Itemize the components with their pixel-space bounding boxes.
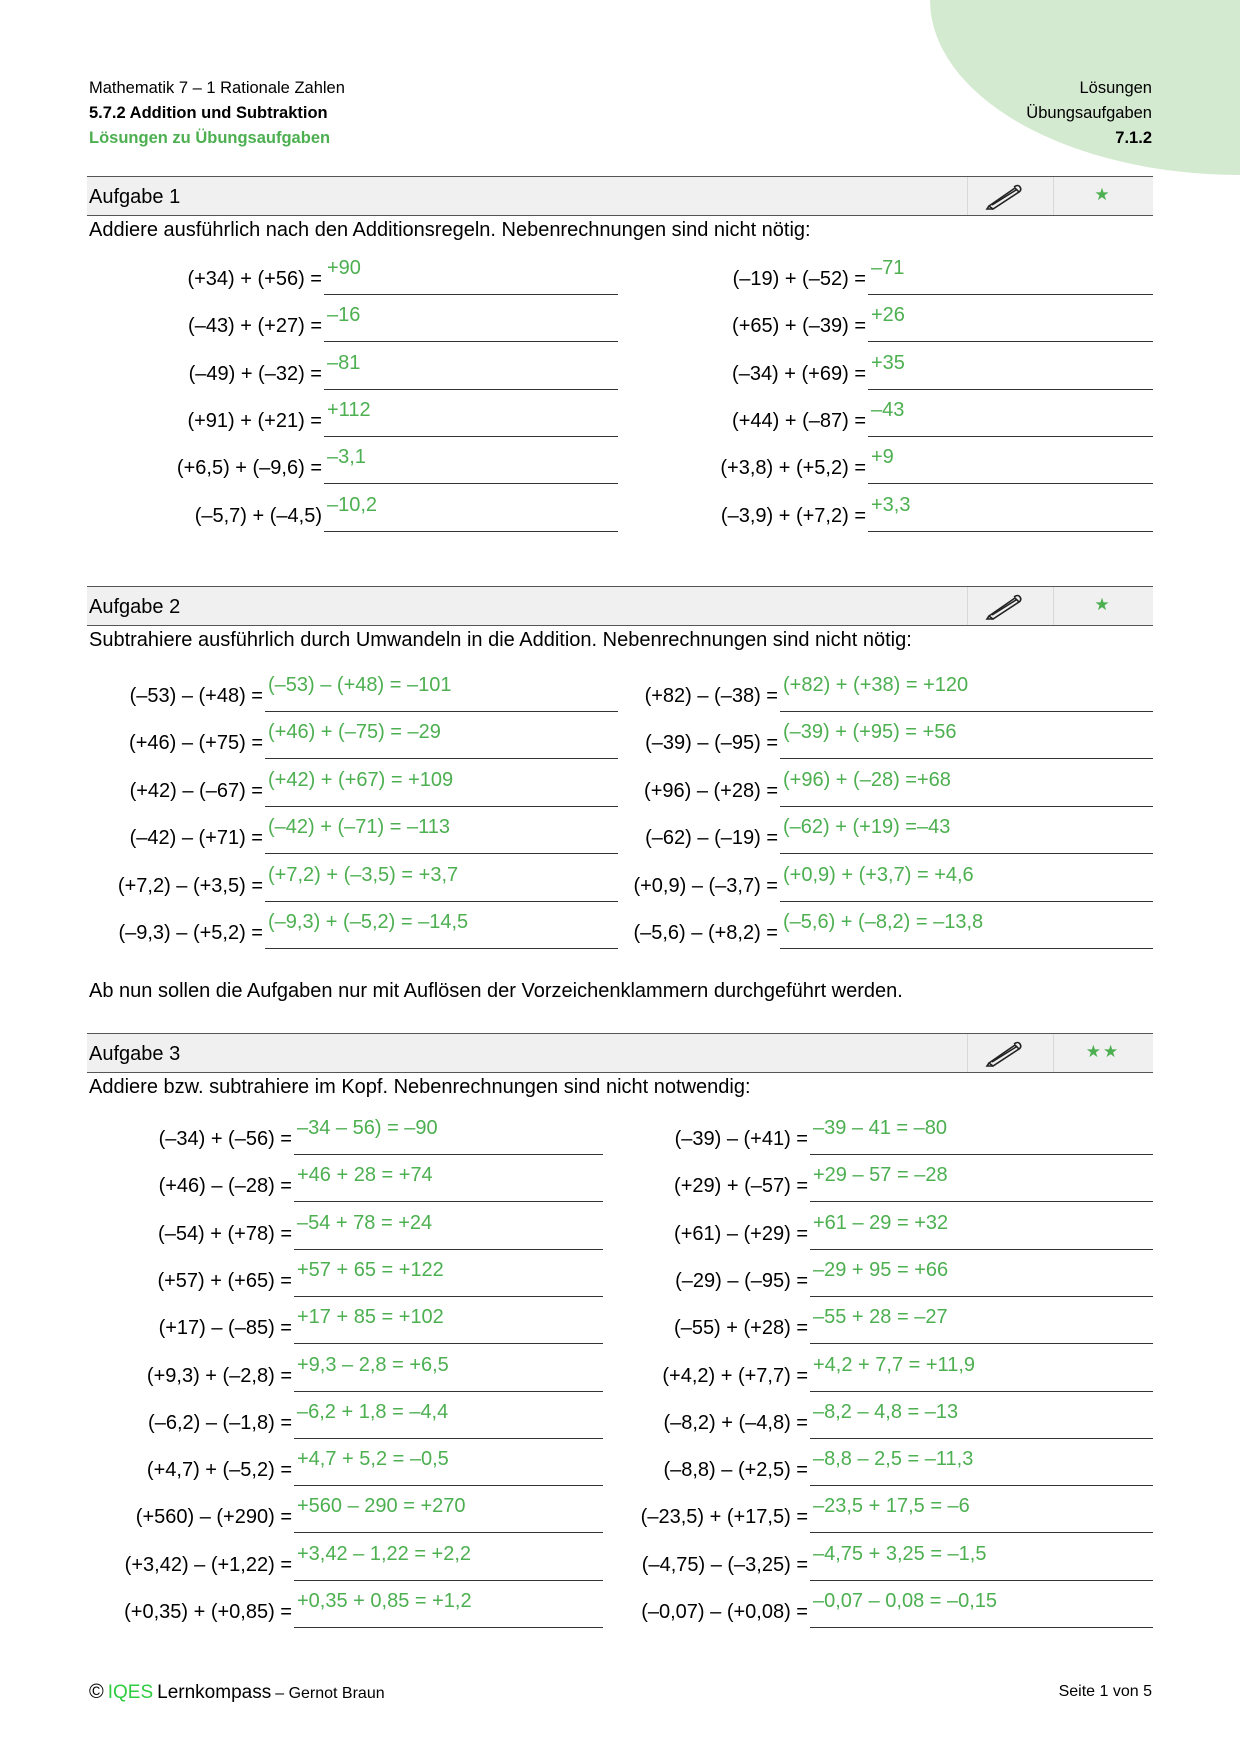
- equation-problem: (+96) – (+28) =: [644, 779, 778, 802]
- equation-problem: (–8,8) – (+2,5) =: [663, 1459, 808, 1482]
- equation-row: [129, 719, 618, 759]
- equation-problem: (+65) + (–39) =: [732, 315, 866, 338]
- equation-row: [641, 1588, 1153, 1628]
- equation-problem: (–34) + (–56) =: [158, 1128, 292, 1150]
- equation-problem: (–8,2) + (–4,8) =: [663, 1411, 808, 1434]
- answer-text: –0,07 – 0,08 = –0,15: [813, 1590, 998, 1612]
- answer-field[interactable]: [265, 814, 618, 854]
- answer-text: +4,2 + 7,7 = +11,9: [813, 1353, 975, 1376]
- answer-text: (+7,2) + (–3,5) = +3,7: [268, 863, 459, 886]
- equation-problem: (+3,42) – (+1,22) =: [124, 1553, 292, 1576]
- equation-row: [644, 672, 1153, 712]
- answer-field[interactable]: [294, 1588, 603, 1628]
- equation-problem: (–4,75) – (–3,25) =: [641, 1553, 808, 1576]
- answer-text: (+0,9) + (+3,7) = +4,6: [783, 863, 974, 886]
- equation-row: [124, 1541, 603, 1581]
- equation-row: [720, 444, 1153, 484]
- answer-text: (–9,3) + (–5,2) = –14,5: [268, 911, 469, 933]
- equation-problem: (+560) – (+290) =: [135, 1506, 292, 1529]
- answer-field[interactable]: [868, 397, 1153, 437]
- answer-text: –81: [327, 351, 361, 374]
- equation-problem: (–0,07) – (+0,08) =: [641, 1601, 808, 1623]
- answer-text: +26: [871, 304, 905, 327]
- answer-field[interactable]: [810, 1115, 1153, 1155]
- answer-text: –55 + 28 = –27: [813, 1306, 948, 1329]
- answer-text: –8,2 – 4,8 = –13: [813, 1400, 959, 1423]
- answer-text: (+96) + (–28) =+68: [783, 768, 951, 791]
- answer-text: –6,2 + 1,8 = –4,4: [297, 1400, 449, 1423]
- equation-problem: (+0,35) + (+0,85) =: [124, 1601, 292, 1623]
- equation-row: [124, 1588, 603, 1628]
- answer-field[interactable]: [810, 1493, 1153, 1533]
- equation-row: [118, 909, 618, 949]
- equation-problem: (+46) – (–28) =: [158, 1175, 292, 1198]
- equation-problem: (+91) + (+21) =: [187, 409, 322, 432]
- author: – Gernot Braun: [275, 1685, 385, 1702]
- equation-row: [720, 492, 1153, 532]
- equation-problem: (+57) + (+65) =: [157, 1269, 292, 1292]
- equation-problem: (–19) + (–52) =: [732, 268, 866, 290]
- answer-text: –3,1: [327, 446, 366, 469]
- difficulty-stars: ★★: [1085, 1042, 1121, 1061]
- answer-field[interactable]: [324, 492, 618, 532]
- answer-text: +29 – 57 = –28: [813, 1164, 948, 1187]
- equation-row: [188, 302, 618, 342]
- answer-text: +3,42 – 1,22 = +2,2: [297, 1542, 472, 1565]
- task-title: Aufgabe 3: [89, 1043, 181, 1065]
- equation-row: [187, 255, 618, 295]
- equation-row: [732, 397, 1153, 437]
- equation-row: [633, 909, 1153, 949]
- answer-text: +61 – 29 = +32: [813, 1211, 949, 1234]
- equation-row: [640, 1493, 1153, 1533]
- answer-field[interactable]: [265, 719, 618, 759]
- equation-problem: (+17) – (–85) =: [158, 1317, 292, 1340]
- answer-field[interactable]: [294, 1115, 603, 1155]
- answer-field[interactable]: [294, 1210, 603, 1250]
- equation-row: [663, 1399, 1153, 1439]
- equation-row: [732, 302, 1153, 342]
- equation-row: [158, 1210, 603, 1250]
- answer-field[interactable]: [810, 1257, 1153, 1297]
- equation-problem: (+9,3) + (–2,8) =: [146, 1364, 292, 1387]
- answer-field[interactable]: [810, 1446, 1153, 1486]
- answer-field[interactable]: [265, 862, 618, 902]
- answer-text: (+42) + (+67) = +109: [268, 768, 454, 791]
- equation-row: [187, 397, 618, 437]
- answer-text: –23,5 + 17,5 = –6: [813, 1495, 970, 1518]
- equation-problem: (+42) – (–67) =: [129, 779, 263, 802]
- equation-problem: (+44) + (–87) =: [732, 409, 866, 432]
- task-instruction: Addiere ausführlich nach den Additionsregeln. Nebenrechnungen sind nicht nötig:: [89, 219, 811, 241]
- answer-text: (–39) + (+95) = +56: [783, 721, 957, 744]
- answer-text: +90: [327, 257, 361, 279]
- answer-field[interactable]: [810, 1210, 1153, 1250]
- answer-text: (+46) + (–75) = –29: [268, 721, 441, 744]
- answer-text: –39 – 41 = –80: [813, 1117, 948, 1139]
- answer-text: +35: [871, 351, 905, 374]
- answer-text: +9: [871, 446, 894, 469]
- equation-row: [663, 1446, 1153, 1486]
- answer-field[interactable]: [810, 1352, 1153, 1392]
- answer-field[interactable]: [294, 1399, 603, 1439]
- equation-row: [732, 255, 1153, 295]
- answer-field[interactable]: [780, 814, 1153, 854]
- answer-field[interactable]: [294, 1352, 603, 1392]
- task-instruction: Addiere bzw. subtrahiere im Kopf. Nebenrechnungen sind nicht notwendig:: [89, 1076, 751, 1098]
- equation-row: [675, 1257, 1153, 1297]
- answer-text: +3,3: [871, 493, 911, 516]
- equation-problem: (+82) – (–38) =: [644, 685, 778, 707]
- equation-row: [645, 814, 1153, 854]
- answer-text: –4,75 + 3,25 = –1,5: [813, 1542, 987, 1565]
- answer-text: +9,3 – 2,8 = +6,5: [297, 1353, 449, 1376]
- pencil-icon: [985, 592, 1023, 620]
- answer-field[interactable]: [265, 909, 618, 949]
- answer-field[interactable]: [324, 302, 618, 342]
- equation-row: [129, 767, 618, 807]
- difficulty-stars: ★: [1094, 595, 1112, 614]
- equation-problem: (+29) + (–57) =: [674, 1175, 808, 1198]
- answer-text: (–62) + (+19) =–43: [783, 816, 951, 839]
- answer-field[interactable]: [294, 1446, 603, 1486]
- answer-field[interactable]: [294, 1541, 603, 1581]
- equation-problem: (+3,8) + (+5,2) =: [720, 457, 866, 480]
- answer-field[interactable]: [780, 767, 1153, 807]
- equation-row: [732, 350, 1153, 390]
- document-type: [1026, 76, 1152, 151]
- document-header: [89, 76, 345, 151]
- equation-problem: (–49) + (–32) =: [188, 362, 322, 385]
- answer-field[interactable]: [265, 767, 618, 807]
- task-title: Aufgabe 1: [89, 186, 181, 208]
- equation-row: [188, 350, 618, 390]
- doc-number: 7.1.2: [1115, 129, 1152, 147]
- answer-field[interactable]: [810, 1588, 1153, 1628]
- answer-field[interactable]: [868, 302, 1153, 342]
- equation-problem: (–39) – (–95) =: [645, 732, 778, 755]
- answer-text: –29 + 95 = +66: [813, 1258, 949, 1281]
- equation-row: [644, 767, 1153, 807]
- equation-row: [117, 862, 618, 902]
- answer-text: (–53) – (+48) = –101: [268, 674, 452, 696]
- answer-text: (+82) + (+38) = +120: [783, 674, 969, 696]
- subject-line: Mathematik 7 – 1 Rationale Zahlen: [89, 79, 345, 97]
- equation-problem: (–5,7) + (–4,5): [194, 504, 322, 527]
- equation-row: [158, 1115, 603, 1155]
- equation-problem: (–23,5) + (+17,5) =: [640, 1506, 808, 1529]
- equation-row: [158, 1162, 603, 1202]
- equation-problem: (–53) – (+48) =: [129, 685, 263, 707]
- answer-text: –43: [871, 398, 905, 421]
- equation-row: [645, 719, 1153, 759]
- answer-field[interactable]: [324, 350, 618, 390]
- task-header-3: [87, 1033, 1153, 1073]
- answer-text: +560 – 290 = +270: [297, 1495, 466, 1518]
- equation-problem: (–3,9) + (+7,2) =: [720, 504, 866, 527]
- answer-text: (–42) + (–71) = –113: [268, 816, 450, 839]
- brand-lernkompass: Lernkompass: [157, 1682, 272, 1703]
- equation-row: [158, 1304, 603, 1344]
- equation-row: [674, 1162, 1153, 1202]
- difficulty-stars: ★: [1094, 185, 1112, 204]
- answer-text: –54 + 78 = +24: [297, 1211, 433, 1234]
- answer-field[interactable]: [294, 1304, 603, 1344]
- equation-row: [135, 1493, 603, 1533]
- copyright-icon: ©: [89, 1681, 104, 1703]
- pencil-icon: [985, 182, 1023, 210]
- equation-row: [129, 814, 618, 854]
- equation-row: [641, 1541, 1153, 1581]
- equation-problem: (–54) + (+78) =: [158, 1222, 292, 1245]
- equation-problem: (+4,7) + (–5,2) =: [146, 1459, 292, 1482]
- equation-problem: (+4,2) + (+7,7) =: [662, 1364, 808, 1387]
- equation-problem: (–42) – (+71) =: [129, 827, 263, 850]
- equation-problem: (+46) – (+75) =: [129, 732, 263, 755]
- answer-field[interactable]: [810, 1399, 1153, 1439]
- equation-row: [176, 444, 618, 484]
- answer-text: +57 + 65 = +122: [297, 1258, 444, 1281]
- equation-row: [194, 492, 618, 532]
- equation-problem: (+61) – (+29) =: [674, 1222, 808, 1245]
- solutions-subtitle: Lösungen zu Übungsaufgaben: [89, 129, 331, 147]
- answer-field[interactable]: [265, 672, 618, 712]
- equation-problem: (–5,6) – (+8,2) =: [633, 922, 778, 944]
- equation-problem: (–39) – (+41) =: [674, 1128, 808, 1150]
- answer-text: +112: [327, 398, 371, 421]
- equation-problem: (–29) – (–95) =: [675, 1269, 808, 1292]
- answer-text: +17 + 85 = +102: [297, 1306, 444, 1329]
- equation-problem: (–34) + (+69) =: [732, 362, 866, 385]
- equation-row: [146, 1352, 603, 1392]
- task-header-1: [87, 176, 1153, 216]
- task-header-2: [87, 586, 1153, 626]
- equation-problem: (–43) + (+27) =: [188, 315, 322, 338]
- answer-text: (–5,6) + (–8,2) = –13,8: [783, 911, 984, 933]
- equation-row: [674, 1210, 1153, 1250]
- answer-field[interactable]: [780, 909, 1153, 949]
- pencil-icon: [985, 1039, 1023, 1067]
- equation-problem: (–62) – (–19) =: [645, 827, 778, 850]
- answer-text: +46 + 28 = +74: [297, 1164, 433, 1187]
- answer-field[interactable]: [324, 255, 618, 295]
- equation-problem: (+34) + (+56) =: [187, 268, 322, 290]
- answer-text: –8,8 – 2,5 = –11,3: [813, 1448, 974, 1471]
- section-title: 5.7.2 Addition und Subtraktion: [89, 104, 328, 122]
- footer-credit: [89, 1681, 385, 1704]
- equation-problem: (–55) + (+28) =: [674, 1317, 808, 1340]
- answer-field[interactable]: [868, 350, 1153, 390]
- answer-field[interactable]: [810, 1304, 1153, 1344]
- equation-problem: (+6,5) + (–9,6) =: [176, 457, 322, 480]
- equation-problem: (–6,2) – (–1,8) =: [148, 1411, 292, 1434]
- answer-field[interactable]: [780, 862, 1153, 902]
- answer-field[interactable]: [868, 492, 1153, 532]
- answer-field[interactable]: [810, 1541, 1153, 1581]
- answer-field[interactable]: [780, 672, 1153, 712]
- answer-field[interactable]: [324, 444, 618, 484]
- task-title: Aufgabe 2: [89, 596, 181, 618]
- doc-type-line1: Lösungen: [1079, 79, 1152, 97]
- answer-field[interactable]: [868, 255, 1153, 295]
- answer-field[interactable]: [324, 397, 618, 437]
- answer-text: –34 – 56) = –90: [297, 1117, 438, 1139]
- answer-field[interactable]: [868, 444, 1153, 484]
- answer-field[interactable]: [810, 1162, 1153, 1202]
- task-instruction: Subtrahiere ausführlich durch Umwandeln in die Addition. Nebenrechnungen sind nicht nötig:: [89, 629, 912, 651]
- page-number: Seite 1 von 5: [1058, 1683, 1152, 1700]
- answer-field[interactable]: [294, 1162, 603, 1202]
- doc-type-line2: Übungsaufgaben: [1026, 104, 1152, 122]
- answer-field[interactable]: [294, 1493, 603, 1533]
- answer-text: –71: [871, 257, 905, 279]
- equation-problem: (–9,3) – (+5,2) =: [118, 922, 263, 944]
- answer-field[interactable]: [294, 1257, 603, 1297]
- equation-row: [157, 1257, 603, 1297]
- equation-row: [146, 1446, 603, 1486]
- equation-row: [148, 1399, 603, 1439]
- equation-row: [662, 1352, 1153, 1392]
- answer-text: –10,2: [327, 493, 378, 516]
- method-note: Ab nun sollen die Aufgaben nur mit Auflösen der Vorzeichenklammern durchgeführt werden.: [89, 980, 903, 1002]
- equation-problem: (+0,9) – (–3,7) =: [633, 874, 778, 897]
- answer-text: +0,35 + 0,85 = +1,2: [297, 1590, 472, 1612]
- answer-text: +4,7 + 5,2 = –0,5: [297, 1448, 449, 1471]
- equation-row: [674, 1304, 1153, 1344]
- equation-row: [129, 672, 618, 712]
- answer-text: –16: [327, 304, 361, 327]
- equation-row: [633, 862, 1153, 902]
- equation-row: [674, 1115, 1153, 1155]
- equation-problem: (+7,2) – (+3,5) =: [117, 874, 263, 897]
- brand-iqes: IQES: [107, 1682, 154, 1703]
- answer-field[interactable]: [780, 719, 1153, 759]
